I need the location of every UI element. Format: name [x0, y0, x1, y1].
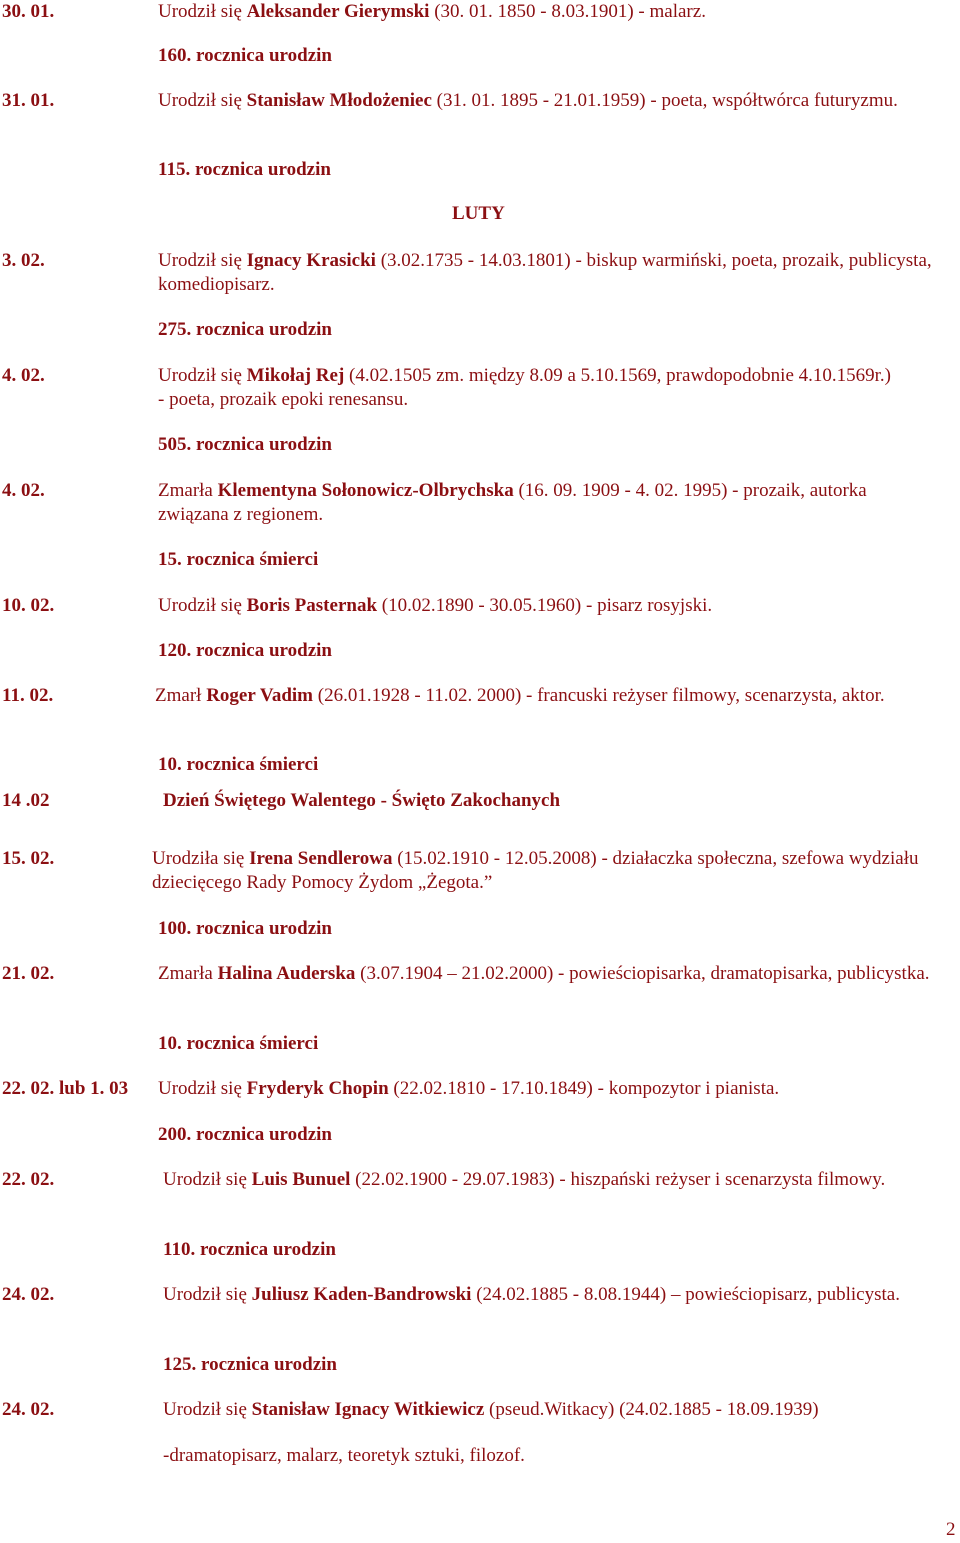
- anniversary-label: 125. rocznica urodzin: [163, 1354, 337, 1375]
- entry-text: Urodził się Stanisław Ignacy Witkiewicz (pseud.Witkacy) (24.02.1885 - 18.09.1939): [163, 1399, 819, 1420]
- anniversary-label: 15. rocznica śmierci: [158, 549, 319, 570]
- anniversary-label: 10. rocznica śmierci: [158, 1033, 319, 1054]
- entry-date: 11. 02.: [2, 685, 54, 706]
- page-number: 2: [946, 1519, 956, 1540]
- entry-text: Zmarła Klementyna Sołonowicz-Olbrychska (16. 09. 1909 - 4. 02. 1995) - prozaik, autorka związana z regionem.: [158, 480, 867, 525]
- entry-text: Urodził się Mikołaj Rej (4.02.1505 zm. między 8.09 a 5.10.1569, prawdopodobnie 4.10.1569r.) - poeta, prozaik epoki renesansu.: [158, 365, 891, 410]
- anniversary-label: 200. rocznica urodzin: [158, 1124, 332, 1145]
- anniversary-label: 115. rocznica urodzin: [158, 159, 331, 180]
- entry-date: 22. 02.: [2, 1169, 55, 1190]
- entry-date: 14 .02: [2, 790, 50, 811]
- anniversary-label: 100. rocznica urodzin: [158, 918, 332, 939]
- entry-date: 4. 02.: [2, 480, 45, 501]
- entry-date: 15. 02.: [2, 848, 55, 869]
- entry-text: Urodził się Aleksander Gierymski (30. 01. 1850 - 8.03.1901) - malarz.: [158, 1, 706, 22]
- holiday-label: Dzień Świętego Walentego - Święto Zakochanych: [163, 790, 561, 811]
- entry-date: 3. 02.: [2, 250, 45, 271]
- entry-text: Urodził się Juliusz Kaden-Bandrowski (24.02.1885 - 8.08.1944) – powieściopisarz, publicysta.: [163, 1284, 900, 1305]
- entry-text: Urodził się Luis Bunuel (22.02.1900 - 29.07.1983) - hiszpański reżyser i scenarzysta filmowy.: [163, 1169, 886, 1190]
- anniversary-label: 505. rocznica urodzin: [158, 434, 332, 455]
- entry-date: 24. 02.: [2, 1399, 55, 1420]
- anniversary-label: 10. rocznica śmierci: [158, 754, 319, 775]
- entry-date: 10. 02.: [2, 595, 55, 616]
- entry-text: Zmarła Halina Auderska (3.07.1904 – 21.02.2000) - powieściopisarka, dramatopisarka, publicystka.: [158, 963, 930, 984]
- entry-date: 4. 02.: [2, 365, 45, 386]
- entry-text: Urodziła się Irena Sendlerowa (15.02.1910 - 12.05.2008) - działaczka społeczna, szefowa wydziału dziecięcego Rady Pomocy Żydom „Żegota.”: [152, 848, 919, 893]
- entry-text: Urodził się Ignacy Krasicki (3.02.1735 - 14.03.1801) - biskup warmiński, poeta, prozaik, publicysta, komediopisarz.: [158, 250, 932, 295]
- anniversary-label: 120. rocznica urodzin: [158, 640, 332, 661]
- entry-date: 24. 02.: [2, 1284, 55, 1305]
- anniversary-label: 275. rocznica urodzin: [158, 319, 332, 340]
- entry-date: 31. 01.: [2, 90, 55, 111]
- anniversary-label: 160. rocznica urodzin: [158, 45, 332, 66]
- entry-text-continuation: -dramatopisarz, malarz, teoretyk sztuki, filozof.: [163, 1445, 525, 1466]
- entry-date: 22. 02. lub 1. 03: [2, 1078, 129, 1099]
- entry-text: Urodził się Fryderyk Chopin (22.02.1810 - 17.10.1849) - kompozytor i pianista.: [158, 1078, 780, 1099]
- entry-text: Urodził się Boris Pasternak (10.02.1890 - 30.05.1960) - pisarz rosyjski.: [158, 595, 713, 616]
- month-heading: LUTY: [452, 203, 505, 224]
- entry-date: 30. 01.: [2, 1, 55, 22]
- anniversary-label: 110. rocznica urodzin: [163, 1239, 336, 1260]
- entry-text: Urodził się Stanisław Młodożeniec (31. 01. 1895 - 21.01.1959) - poeta, współtwórca futuryzmu.: [158, 90, 898, 111]
- entry-text: Zmarł Roger Vadim (26.01.1928 - 11.02. 2000) - francuski reżyser filmowy, scenarzysta, aktor.: [155, 685, 885, 706]
- entry-date: 21. 02.: [2, 963, 55, 984]
